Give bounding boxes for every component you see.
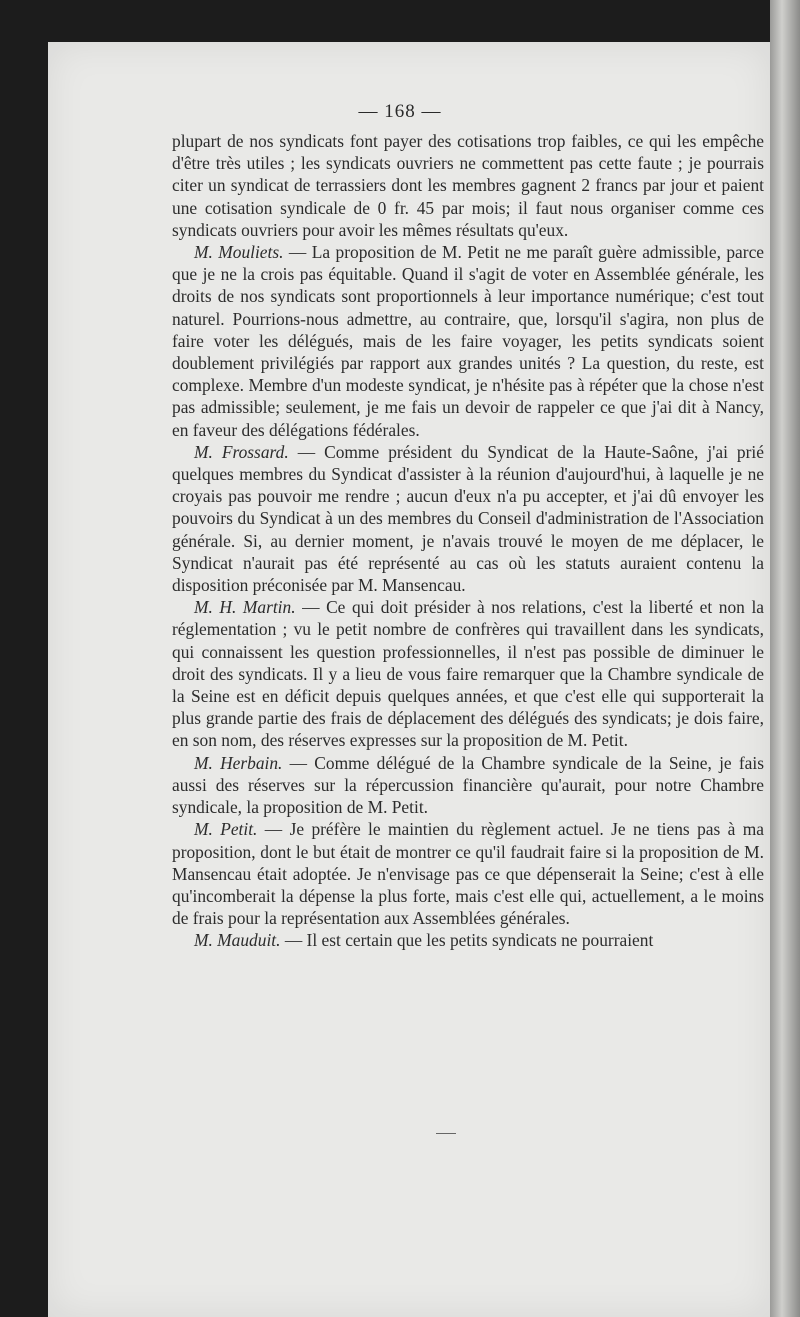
- paragraph: [172, 130, 764, 241]
- paragraph: [172, 752, 764, 819]
- paragraph-text: — Je préfère le maintien du règlement actuel. Je ne tiens pas à ma proposition, dont le but était de montrer ce qu'il faudrait faire si la proposition de M. Mansencau était adoptée. Je n'envisage pas ce que dépenserait la Seine; c'est à elle qu'incomberait la dépense la plus forte, mais c'est elle qui, actuellement, a le moins de frais pour la représentation aux Assemblées générales.: [172, 819, 764, 929]
- book-edge: [770, 0, 800, 1317]
- speaker-name: M. Petit.: [194, 819, 258, 840]
- speaker-name: M. Frossard.: [194, 441, 289, 462]
- paragraph: [172, 441, 764, 596]
- paragraph: [172, 596, 764, 751]
- speaker-name: M. Mouliets.: [194, 242, 284, 263]
- paragraph: [172, 818, 764, 929]
- paragraph: [172, 929, 764, 951]
- paragraph-text: — Comme délégué de la Chambre syndicale de la Seine, je fais aussi des réserves sur la répercussion financière qu'aurait, pour notre Chambre syndicale, la proposition de M. Petit.: [172, 752, 764, 818]
- paragraph-text: — Ce qui doit présider à nos relations, c'est la liberté et non la réglementation ; vu le petit nombre de confrères qui travaillent dans les syndicats, qui connaissent les question professionnelles, il n'est pas possible de diminuer le droit des syndicats. Il y a lieu de vous faire remarquer que la Chambre syndicale de la Seine est en déficit depuis quelques années, et que c'est elle qui supporterait la plus grande partie des frais de déplacement des délégués des syndicats; je dois faire, en son nom, des réserves expresses sur la proposition de M. Petit.: [172, 597, 765, 751]
- speaker-name: M. H. Martin.: [194, 597, 296, 618]
- paragraph-text: plupart de nos syndicats font payer des cotisations trop faibles, ce qui les empêche d'être très utiles ; les syndicats ouvriers ne commettent pas cette faute ; je pourrais citer un syndicat de terrassiers dont les membres gagnent 2 francs par jour et paient une cotisation syndicale de 0 fr. 45 par mois; il faut nous organiser comme ces syndicats ouvriers pour avoir les mêmes résultats qu'eux.: [172, 131, 764, 240]
- paragraph-text: — Il est certain que les petits syndicats ne pourraient: [280, 930, 654, 951]
- page-number: — 168 —: [358, 101, 442, 122]
- footer-rule: [436, 1133, 456, 1134]
- paragraph: [172, 241, 764, 441]
- body-text: [172, 130, 764, 952]
- speaker-name: M. Mauduit.: [194, 930, 281, 951]
- speaker-name: M. Herbain.: [194, 752, 283, 773]
- paragraph-text: — Comme président du Syndicat de la Haute-Saône, j'ai prié quelques membres du Syndicat d'assister à la réunion d'aujourd'hui, à laquelle je ne croyais pas pouvoir me rendre ; aucun d'eux n'a pu accepter, et j'ai dû envoyer les pouvoirs du Syndicat à un des membres du Conseil d'administration de l'Association générale. Si, au dernier moment, je n'avais trouvé le moyen de me déplacer, le Syndicat n'aurait pas été représenté au cas où les statuts auraient contenu la disposition préconisée par M. Mansencau.: [172, 441, 764, 596]
- paragraph-text: — La proposition de M. Petit ne me paraît guère admissible, parce que je ne la crois pas équitable. Quand il s'agit de voter en Assemblée générale, les droits de nos syndicats sont proportionnels à leur importance numérique; c'est tout naturel. Pourrions-nous admettre, au contraire, que, lorsqu'il s'agira, non plus de faire voter les délégués, mais de les faire voyager, les petits syndicats soient doublement privilégiés par rapport aux grandes unités ? La question, du reste, est complexe. Membre d'un modeste syndicat, je n'hésite pas à répéter que la chose n'est pas admissible; seulement, je me fais un devoir de rappeler ce que j'ai dit à Nancy, en faveur des délégations fédérales.: [172, 242, 765, 440]
